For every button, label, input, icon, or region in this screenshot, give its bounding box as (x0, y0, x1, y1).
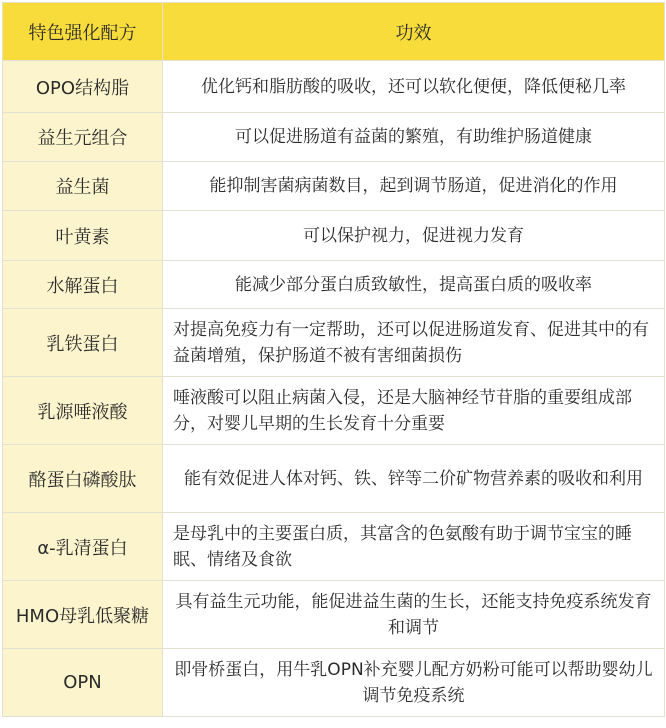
table-row (3, 581, 665, 649)
row-name: 益生菌 (3, 162, 163, 211)
table-row (3, 61, 665, 113)
row-name: 益生元组合 (3, 113, 163, 162)
table-row (3, 309, 665, 377)
row-name: 水解蛋白 (3, 261, 163, 309)
row-desc: 可以保护视力，促进视力发育 (163, 211, 665, 261)
row-desc: 能抑制害菌病菌数目，起到调节肠道，促进消化的作用 (163, 162, 665, 211)
row-name: 叶黄素 (3, 211, 163, 261)
row-desc: 优化钙和脂肪酸的吸收，还可以软化便便，降低便秘几率 (163, 61, 665, 113)
row-name: HMO母乳低聚糖 (3, 581, 163, 649)
row-desc: 唾液酸可以阻止病菌入侵，还是大脑神经节苷脂的重要组成部分，对婴儿早期的生长发育十分重要 (163, 377, 665, 445)
table-header-row (3, 3, 665, 61)
row-name: 乳铁蛋白 (3, 309, 163, 377)
row-desc: 具有益生元功能，能促进益生菌的生长，还能支持免疫系统发育和调节 (163, 581, 665, 649)
row-desc: 即骨桥蛋白，用牛乳OPN补充婴儿配方奶粉可能可以帮助婴幼儿调节免疫系统 (163, 649, 665, 717)
row-desc: 可以促进肠道有益菌的繁殖，有助维护肠道健康 (163, 113, 665, 162)
table-row (3, 513, 665, 581)
formula-table (2, 2, 665, 717)
row-desc: 对提高免疫力有一定帮助，还可以促进肠道发育、促进其中的有益菌增殖，保护肠道不被有害细菌损伤 (163, 309, 665, 377)
table-row (3, 211, 665, 261)
row-desc: 能有效促进人体对钙、铁、锌等二价矿物营养素的吸收和利用 (163, 445, 665, 513)
header-formula: 特色强化配方 (3, 3, 163, 61)
row-name: OPN (3, 649, 163, 717)
table-row (3, 113, 665, 162)
row-desc: 能减少部分蛋白质致敏性，提高蛋白质的吸收率 (163, 261, 665, 309)
header-effect: 功效 (163, 3, 665, 61)
table-row (3, 377, 665, 445)
table-row (3, 261, 665, 309)
table-row (3, 445, 665, 513)
table-row (3, 649, 665, 717)
table-row (3, 162, 665, 211)
row-name: 酪蛋白磷酸肽 (3, 445, 163, 513)
row-name: OPO结构脂 (3, 61, 163, 113)
row-name: α-乳清蛋白 (3, 513, 163, 581)
row-desc: 是母乳中的主要蛋白质，其富含的色氨酸有助于调节宝宝的睡眠、情绪及食欲 (163, 513, 665, 581)
row-name: 乳源唾液酸 (3, 377, 163, 445)
